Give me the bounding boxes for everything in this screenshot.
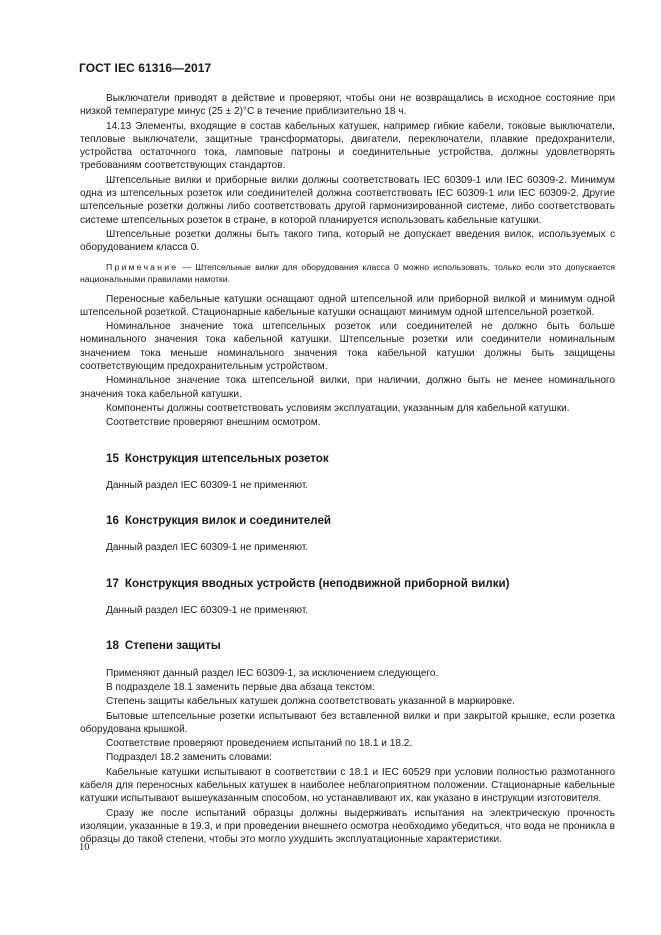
page-header: ГОСТ IEC 61316—2017	[79, 61, 212, 75]
paragraph: Соответствие проверяют внешним осмотром.	[106, 417, 321, 429]
section-heading	[106, 639, 615, 652]
paragraph: Штепсельные вилки и приборные вилки должны соответствовать IEC 60309-1 или IEC 60309-2. Минимум одна из штепсельных розеток или соединителей должна соответствовать IEC 60309-1 или IEC 60309-2. Другие штепсельные розетки должны либо соответствовать другой гармонизированной системе, либо соответствовать системе штепсельных розеток в стране, в которой планируется использовать кабельные катушки.	[80, 174, 615, 226]
page-number: 10	[79, 842, 90, 853]
paragraph: Штепсельные розетки должны быть такого типа, который не допускает введения вилок, используемых с оборудованием класса 0.	[80, 228, 615, 254]
paragraph: Данный раздел IEC 60309-1 не применяют.	[106, 542, 309, 554]
paragraph: Данный раздел IEC 60309-1 не применяют.	[106, 605, 309, 617]
section-title: Конструкция вилок и соединителей	[124, 514, 332, 528]
paragraph: Подраздел 18.2 заменить словами:	[106, 752, 272, 764]
section-number: 17	[106, 576, 119, 590]
paragraph: Степень защиты кабельных катушек должна соответствовать указанной в маркировке.	[106, 696, 515, 708]
section-heading	[106, 577, 615, 590]
section-number: 18	[106, 639, 119, 653]
section-number: 15	[106, 451, 119, 465]
section-number: 16	[106, 514, 119, 528]
note-text: — Штепсельные вилки для оборудования класса 0 можно использовать, только если это допускается национальными правилами намотки.	[80, 261, 615, 284]
section-title: Конструкция штепсельных розеток	[124, 451, 329, 465]
section-heading	[106, 452, 615, 465]
paragraph: Кабельные катушки испытывают в соответствии с 18.1 и IEC 60529 при условии полностью размотанного кабеля для переносных кабельных катушек в наиболее неблагоприятном положении. Стационарные кабельные катушки испытывают вышеуказанным способом, но устанавливают их, как указано в инструкции изготовителя.	[80, 766, 615, 805]
document-body	[80, 92, 615, 847]
paragraph: Соответствие проверяют проведением испытаний по 18.1 и 18.2.	[106, 738, 413, 750]
paragraph: Сразу же после испытаний образцы должны выдерживать испытания на электрическую прочность изоляции, указанные в 19.3, и при проведении внешнего осмотра необходимо убедиться, что вода не проникла в образцы до такой степени, чтобы это могло ухудшить эксплуатационные характеристики.	[80, 807, 615, 846]
paragraph: 14.13 Элементы, входящие в состав кабельных катушек, например гибкие кабели, токовые выключатели, тепловые выключатели, защитные трансформаторы, двигатели, переключатели, плавкие предохранители, устройства остаточного тока, ламповые патроны и соединительные устройства, должны удовлетворять требованиям соответствующих стандартов.	[80, 120, 615, 172]
paragraph: Применяют данный раздел IEC 60309-1, за исключением следующего.	[106, 667, 439, 679]
paragraph: Компоненты должны соответствовать условиям эксплуатации, указанным для кабельной катушки.	[106, 402, 570, 414]
paragraph: В подразделе 18.1 заменить первые два абзаца текстом:	[106, 681, 375, 693]
paragraph: Выключатели приводят в действие и проверяют, чтобы они не возвращались в исходное состояние при низкой температуре минус (25 ± 2)°С в течение приблизительно 18 ч.	[80, 93, 615, 118]
note-label: Примечание	[106, 261, 179, 272]
note	[80, 261, 615, 285]
paragraph: Данный раздел IEC 60309-1 не применяют.	[106, 479, 309, 491]
paragraph: Номинальное значение тока штепсельной вилки, при наличии, должно быть не менее номинального значения тока кабельной катушки.	[80, 375, 615, 400]
section-title: Конструкция вводных устройств (неподвижной приборной вилки)	[124, 576, 510, 590]
section-heading	[106, 514, 615, 527]
paragraph: Переносные кабельные катушки оснащают одной штепсельной или приборной вилкой и минимум одной штепсельной розеткой. Стационарные кабельные катушки оснащают минимум одной штепсельной розеткой.	[80, 293, 615, 318]
paragraph: Бытовые штепсельные розетки испытывают без вставленной вилки и при закрытой крышке, если розетка оборудована крышкой.	[80, 710, 615, 735]
paragraph: Номинальное значение тока штепсельных розеток или соединителей не должно быть больше номинального значения тока кабельной катушки. Штепсельные розетки или соединители номинальным значением тока меньше номинального значения тока кабельной катушки должны быть защищены соответствующим предохранительным устройством.	[80, 321, 615, 373]
section-title: Степени защиты	[124, 639, 221, 653]
